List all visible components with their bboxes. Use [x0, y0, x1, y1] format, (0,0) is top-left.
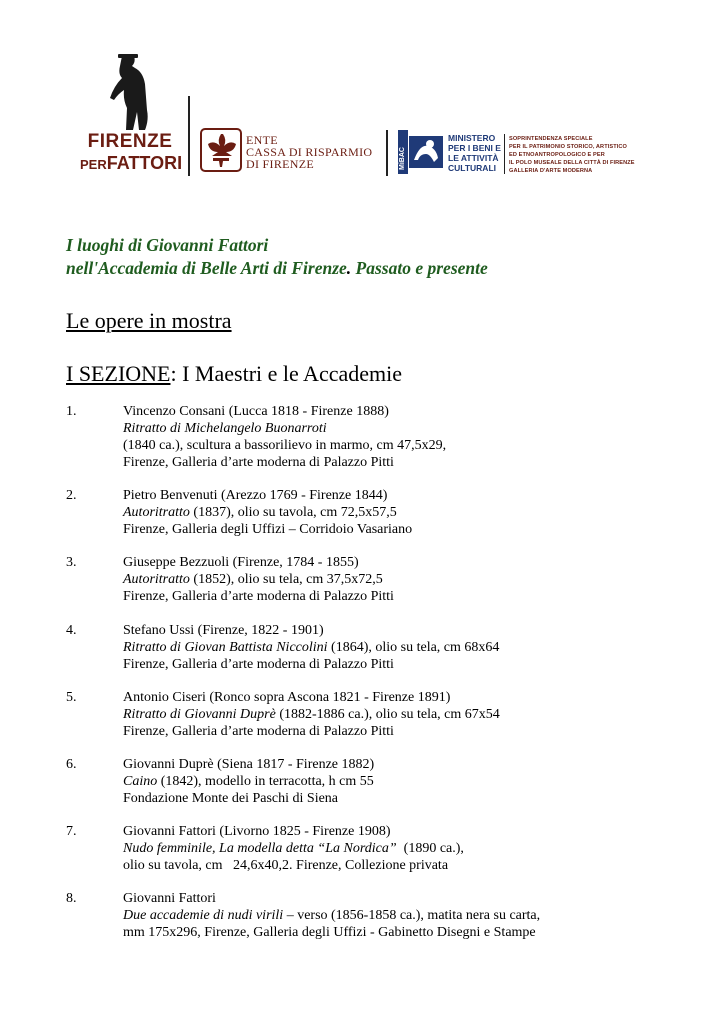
- ente-cassa-risparmio-logo: [200, 128, 375, 178]
- work-title-text: Nudo femminile, La modella detta “La Nordica”: [123, 841, 397, 856]
- work-info-text: mm 175x296, Firenze, Galleria degli Uffizi - Gabinetto Disegni e Stampe: [123, 925, 536, 940]
- section-heading: [66, 361, 402, 387]
- work-info-text: Pietro Benvenuti (Arezzo 1769 - Firenze 1844): [123, 488, 388, 503]
- mibac-line-2: PER I BENI E: [448, 143, 501, 153]
- work-detail-line: [123, 622, 713, 639]
- work-info-text: Giovanni Fattori (Livorno 1825 - Firenze 1908): [123, 824, 391, 839]
- soprintendenza-line-5: GALLERIA D'ARTE MODERNA: [509, 168, 593, 174]
- work-detail-line: [123, 924, 713, 941]
- work-title-text: Autoritratto: [123, 505, 190, 520]
- work-info-text: Stefano Ussi (Firenze, 1822 - 1901): [123, 623, 324, 638]
- work-info-text: Firenze, Galleria d’arte moderna di Palazzo Pitti: [123, 724, 394, 739]
- work-title-text: Ritratto di Giovanni Duprè: [123, 707, 276, 722]
- work-number: 7.: [66, 824, 77, 839]
- works-heading: Le opere in mostra: [66, 308, 232, 333]
- work-details: [123, 487, 713, 538]
- soprintendenza-line-4: IL POLO MUSEALE DELLA CITTÀ DI FIRENZE: [509, 160, 635, 166]
- work-info-text: Firenze, Galleria d’arte moderna di Palazzo Pitti: [123, 657, 394, 672]
- work-title-text: Due accademie di nudi virili: [123, 908, 284, 923]
- work-detail-line: [123, 790, 713, 807]
- work-info-text: – verso (1856-1858 ca.), matita nera su carta,: [283, 908, 541, 923]
- fleur-de-lis-icon: [200, 128, 242, 172]
- fattori-portrait-figure: [80, 52, 180, 132]
- work-detail-line: [123, 656, 713, 673]
- work-info-text: (1864), olio su tela, cm 68x64: [327, 640, 500, 655]
- work-title-text: Ritratto di Giovan Battista Niccolini: [123, 640, 328, 655]
- work-number: 3.: [66, 555, 77, 570]
- mibac-badge-label: MiBAC: [399, 147, 406, 170]
- soprintendenza-logo: [509, 135, 635, 175]
- work-details: [123, 403, 713, 471]
- work-detail-line: [123, 403, 713, 420]
- work-info-text: (1890 ca.),: [396, 841, 464, 856]
- work-details: [123, 554, 713, 605]
- work-detail-line: [123, 857, 713, 874]
- work-detail-line: [123, 521, 713, 538]
- logo-divider: [188, 96, 190, 176]
- soprintendenza-line-2: PER IL PATRIMONIO STORICO, ARTISTICO: [509, 144, 627, 150]
- work-info-text: Giovanni Fattori: [123, 891, 216, 906]
- work-number: 6.: [66, 757, 77, 772]
- work-detail-line: [123, 639, 713, 656]
- work-info-text: Giuseppe Bezzuoli (Firenze, 1784 - 1855): [123, 555, 359, 570]
- work-detail-line: [123, 454, 713, 471]
- title-separator: .: [346, 258, 352, 278]
- work-info-text: Firenze, Galleria degli Uffizi – Corridoio Vasariano: [123, 522, 413, 537]
- logo-firenze-text: FIRENZE: [87, 131, 173, 152]
- work-number: 8.: [66, 891, 77, 906]
- work-details: [123, 823, 713, 874]
- work-info-text: (1837), olio su tavola, cm 72,5x57,5: [189, 505, 397, 520]
- ente-line-3: DI FIRENZE: [246, 157, 314, 171]
- header-logos: [0, 0, 725, 210]
- work-detail-line: [123, 487, 713, 504]
- work-details: [123, 756, 713, 807]
- mibac-line-3: LE ATTIVITÀ: [448, 153, 499, 163]
- work-info-text: olio su tavola, cm 24,6x40,2. Firenze, Collezione privata: [123, 858, 449, 873]
- title-line-2a: nell'Accademia di Belle Arti di Firenze: [66, 258, 347, 278]
- work-number: 2.: [66, 488, 77, 503]
- work-detail-line: [123, 890, 713, 907]
- mibac-line-4: CULTURALI: [448, 163, 496, 173]
- title-line-2b: Passato e presente: [351, 258, 488, 278]
- work-detail-line: [123, 504, 713, 521]
- work-title-text: Ritratto di Michelangelo Buonarroti: [123, 421, 327, 436]
- work-detail-line: [123, 689, 713, 706]
- mibac-logo: [398, 130, 508, 176]
- work-info-text: Antonio Ciseri (Ronco sopra Ascona 1821 - Firenze 1891): [123, 690, 451, 705]
- firenze-per-fattori-logo: [80, 52, 183, 182]
- work-info-text: Vincenzo Consani (Lucca 1818 - Firenze 1888): [123, 404, 389, 419]
- work-info-text: Firenze, Galleria d’arte moderna di Palazzo Pitti: [123, 589, 394, 604]
- work-info-text: (1840 ca.), scultura a bassorilievo in marmo, cm 47,5x29,: [123, 438, 447, 453]
- soprintendenza-line-3: ED ETNOANTROPOLOGICO E PER: [509, 152, 605, 158]
- work-detail-line: [123, 706, 713, 723]
- work-detail-line: [123, 588, 713, 605]
- work-info-text: (1852), olio su tela, cm 37,5x72,5: [189, 572, 383, 587]
- work-detail-line: [123, 840, 713, 857]
- work-detail-line: [123, 723, 713, 740]
- work-detail-line: [123, 420, 713, 437]
- logo-divider: [386, 130, 388, 176]
- ente-line-1: ENTE: [246, 133, 278, 147]
- work-info-text: Fondazione Monte dei Paschi di Siena: [123, 791, 339, 806]
- mibac-line-1: MINISTERO: [448, 133, 496, 143]
- work-info-text: (1882-1886 ca.), olio su tela, cm 67x54: [275, 707, 500, 722]
- work-detail-line: [123, 823, 713, 840]
- work-details: [123, 890, 713, 941]
- work-details: [123, 689, 713, 740]
- work-detail-line: [123, 907, 713, 924]
- section-label: I SEZIONE: [66, 361, 171, 386]
- work-info-text: Giovanni Duprè (Siena 1817 - Firenze 1882): [123, 757, 375, 772]
- exhibition-title: [66, 234, 488, 280]
- logo-per-text: PER: [80, 157, 107, 172]
- logo-divider: [504, 134, 505, 174]
- work-number: 5.: [66, 690, 77, 705]
- soprintendenza-line-1: SOPRINTENDENZA SPECIALE: [509, 136, 593, 142]
- work-detail-line: [123, 773, 713, 790]
- section-title: : I Maestri e le Accademie: [170, 361, 402, 386]
- work-detail-line: [123, 437, 713, 454]
- title-line-1: I luoghi di Giovanni Fattori: [66, 235, 269, 255]
- work-info-text: (1842), modello in terracotta, h cm 55: [157, 774, 374, 789]
- work-detail-line: [123, 571, 713, 588]
- logo-fattori-text: FATTORI: [106, 153, 183, 173]
- work-number: 1.: [66, 404, 77, 419]
- work-title-text: Caino: [123, 774, 158, 789]
- work-detail-line: [123, 756, 713, 773]
- work-info-text: Firenze, Galleria d’arte moderna di Palazzo Pitti: [123, 455, 394, 470]
- work-detail-line: [123, 554, 713, 571]
- work-details: [123, 622, 713, 673]
- work-title-text: Autoritratto: [123, 572, 190, 587]
- work-number: 4.: [66, 623, 77, 638]
- ente-line-2: CASSA DI RISPARMIO: [246, 145, 373, 159]
